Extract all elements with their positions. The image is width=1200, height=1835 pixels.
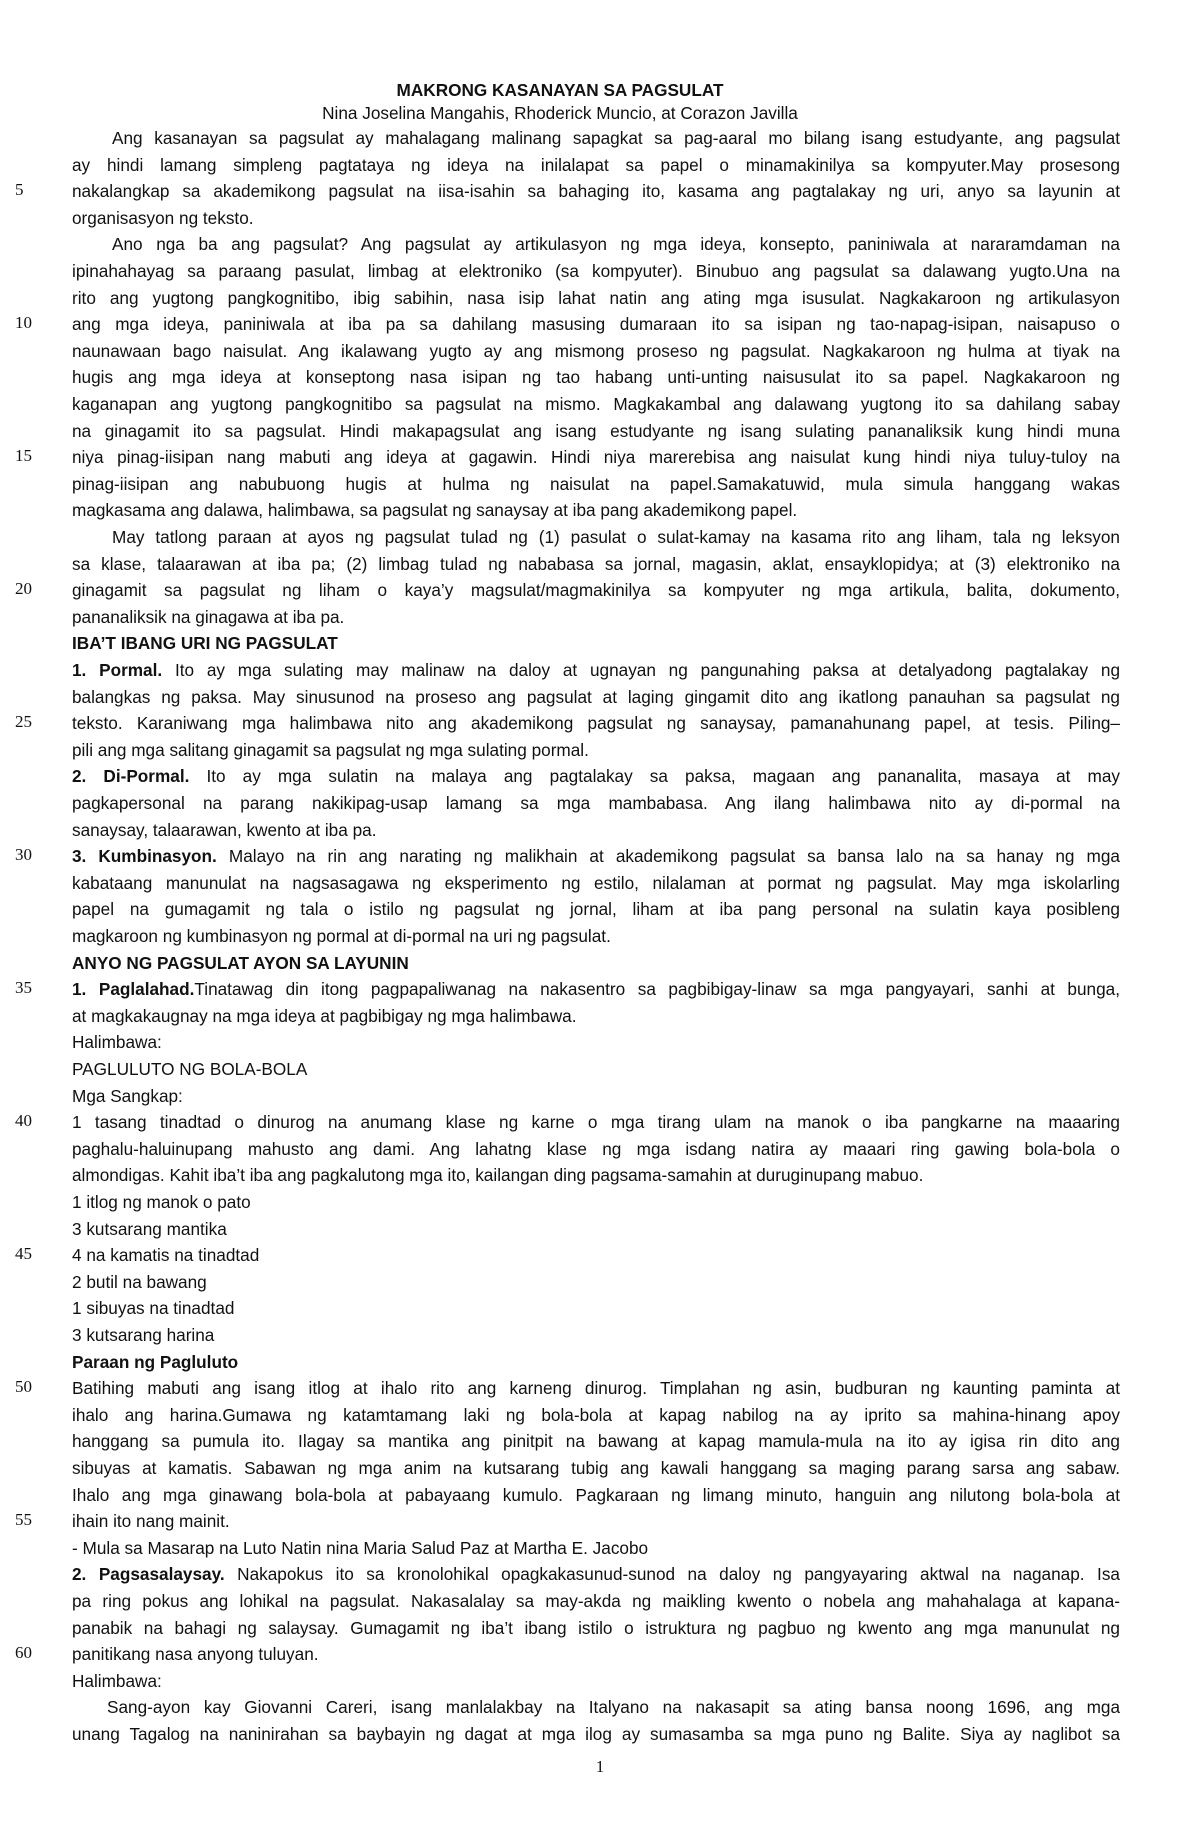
line-text: [72, 1029, 1120, 1056]
line-text: [72, 364, 1120, 391]
line-text: [72, 1561, 1120, 1588]
text-run: ginagamit sa pagsulat ng liham o kaya’y magsulat/magmakinilya sa kompyuter ng mga artikula, balita, dokumento,: [72, 580, 1120, 601]
line-text: [72, 843, 1120, 870]
text-run: sibuyas at kamatis. Sabawan ng mga anim na kutsarang tubig ang kawali hanggang sa maging parang sarsa ang sabaw.: [72, 1458, 1120, 1478]
text-run: PAGLULUTO NG BOLA-BOLA: [72, 1059, 308, 1079]
text-line: [0, 1295, 1120, 1322]
text-run: ihain ito nang mainit.: [72, 1511, 230, 1532]
bold-text: Paraan ng Pagluluto: [72, 1351, 239, 1372]
line-number: 60: [15, 1643, 32, 1663]
text-line: [0, 1349, 1120, 1376]
text-line: [0, 1455, 1120, 1482]
line-text: [72, 1402, 1120, 1429]
text-line: [0, 125, 1120, 152]
line-text: [72, 471, 1120, 498]
bold-text: IBA’T IBANG URI NG PAGSULAT: [72, 633, 338, 654]
line-text: [72, 657, 1120, 684]
text-run: Ito ay mga sulatin na malaya ang pagtalakay sa paksa, magaan ang pananalita, masaya at may: [189, 766, 1120, 787]
text-run: papel na gumagamit ng tala o istilo ng pagsulat ng jornal, liham at iba pang personal na sulatin kaya posibleng: [72, 899, 1120, 920]
text-line: [0, 1588, 1120, 1615]
text-run: ihalo ang harina.Gumawa ng katamtamang laki ng bola-bola at kapag nabilog na ay iprito sa mahina-hinang apoy: [72, 1404, 1120, 1425]
line-text: [72, 1269, 1120, 1296]
line-text: [72, 604, 1120, 631]
text-run: 3 kutsarang mantika: [72, 1218, 227, 1239]
document-authors-line: [0, 100, 1120, 127]
text-run: pananaliksik na ginagawa at iba pa.: [72, 606, 345, 627]
line-number: 30: [15, 845, 32, 865]
text-run: niya pinag-iisipan nang mabuti ang ideya at gagawin. Hindi niya marerebisa ang naisulat kung hindi niya tuluy-tuloy na: [72, 447, 1120, 468]
line-text: [72, 710, 1120, 737]
line-text: [72, 178, 1120, 205]
text-run: na ginagamit ito sa pagsulat. Hindi makapagsulat ang isang estudyante ng isang sulating pananaliksik kung hindi muna: [72, 420, 1120, 441]
text-line: [0, 657, 1120, 684]
text-run: Halimbawa:: [72, 1670, 162, 1691]
line-text: [72, 551, 1120, 578]
text-line: [0, 338, 1120, 365]
text-line: [0, 976, 1120, 1003]
line-number: 35: [15, 978, 32, 998]
line-text: [72, 976, 1120, 1003]
line-text: [72, 1162, 1120, 1189]
text-line: [0, 817, 1120, 844]
text-line: [0, 1109, 1120, 1136]
text-line: [0, 497, 1120, 524]
line-text: [72, 338, 1120, 365]
text-line: [0, 1003, 1120, 1030]
line-text: [107, 1694, 1120, 1721]
text-line: [0, 1402, 1120, 1429]
line-text: [72, 1508, 1120, 1535]
text-run: pa ring pokus ang lohikal na pagsulat. Nakasalalay sa may-akda ng maikling kwento o nobela ang mahahalaga at kapana-: [72, 1591, 1120, 1611]
line-text: [72, 205, 1120, 232]
line-text: [72, 1428, 1120, 1455]
text-line: [0, 471, 1120, 498]
line-number: 10: [15, 313, 32, 333]
text-run: at magkakaugnay na mga ideya at pagbibigay ng mga halimbawa.: [72, 1005, 577, 1026]
text-run: 4 na kamatis na tinadtad: [72, 1245, 260, 1266]
text-line: [0, 1269, 1120, 1296]
text-run: kaganapan ang yugtong pangkognitibo sa pagsulat na mismo. Magkakambal ang dalawang yugtong ito sa dahilang sabay: [72, 394, 1120, 414]
document-title: MAKRONG KASANAYAN SA PAGSULAT: [396, 80, 724, 100]
line-text: [72, 152, 1120, 179]
line-text: [72, 1721, 1120, 1748]
line-text: [72, 1375, 1120, 1402]
text-line: [0, 1162, 1120, 1189]
line-text: [72, 1322, 1120, 1349]
line-text: [112, 125, 1120, 152]
text-line: [0, 311, 1120, 338]
text-line: [0, 1029, 1120, 1056]
text-run: unang Tagalog na naninirahan sa baybayin ng dagat at mga ilog ay sumasamba sa mga puno ng Balite. Siya ay naglibot sa: [72, 1724, 1120, 1744]
text-line: [0, 870, 1120, 897]
line-text: [72, 1242, 1120, 1269]
text-run: kabataang manunulat na nagsasagawa ng eksperimento ng estilo, nilalaman at pormat ng pagsulat. May mga iskolarling: [72, 872, 1120, 893]
text-run: Ano nga ba ang pagsulat? Ang pagsulat ay artikulasyon ng mga ideya, konsepto, paniniwala at nararamdaman na: [112, 234, 1120, 255]
text-line: [0, 1615, 1120, 1642]
text-line: [0, 258, 1120, 285]
line-text: [72, 1482, 1120, 1509]
text-line: [0, 950, 1120, 977]
text-run: naunawaan bago naisulat. Ang ikalawang yugto ay ang mismong proseso ng pagsulat. Nagkakaroon ng hulma at tiyak na: [72, 340, 1120, 361]
line-text: [72, 391, 1120, 418]
document-authors: Nina Joselina Mangahis, Rhoderick Muncio, at Corazon Javilla: [322, 103, 798, 123]
text-line: [0, 843, 1120, 870]
text-run: pinag-iisipan ang nabubuong hugis at hulma ng naisulat na papel.Samakatuwid, mula simula hanggang wakas: [72, 473, 1120, 494]
bold-text: 2. Pagsasalaysay.: [72, 1564, 225, 1585]
text-line: [0, 418, 1120, 445]
text-line: [0, 285, 1120, 312]
text-line: [0, 1322, 1120, 1349]
text-run: Sang-ayon kay Giovanni Careri, isang manlalakbay na Italyano na nakasapit sa ating bansa noong 1696, ang mga: [107, 1697, 1120, 1718]
text-run: nakalangkap sa akademikong pagsulat na iisa-isahin sa bahaging ito, kasama ang pagtalakay ng uri, anyo sa layunin at: [72, 181, 1120, 202]
text-line: [0, 737, 1120, 764]
line-text: [72, 1136, 1120, 1163]
text-line: [0, 1056, 1120, 1083]
line-text: [72, 923, 1120, 950]
text-run: organisasyon ng teksto.: [72, 207, 254, 228]
bold-text: 2. Di-Pormal.: [72, 766, 190, 787]
line-text: [72, 1056, 1120, 1083]
line-text: [72, 630, 1120, 657]
text-run: - Mula sa Masarap na Luto Natin nina Maria Salud Paz at Martha E. Jacobo: [72, 1537, 649, 1558]
text-run: Ihalo ang mga ginawang bola-bola at pabayaang kumulo. Pagkaraan ng limang minuto, hanguin ang nilutong bola-bola at: [72, 1484, 1120, 1505]
text-run: ay hindi lamang simpleng pagtataya ng ideya na inilalapat sa papel o minamakinilya sa kompyuter.May prosesong: [72, 154, 1120, 175]
text-line: [0, 1428, 1120, 1455]
line-number: 50: [15, 1377, 32, 1397]
text-line: [0, 1535, 1120, 1562]
text-line: [0, 710, 1120, 737]
text-run: Tinatawag din itong pagpapaliwanag na nakasentro sa pagbibigay-linaw sa mga pangyayari, sanhi at bunga,: [194, 979, 1120, 1000]
line-number: 20: [15, 579, 32, 599]
line-text: [72, 1003, 1120, 1030]
text-run: panabik na bahagi ng salaysay. Gumagamit ng iba’t ibang istilo o istruktura ng pagbuo ng kwento ang mga manunulat ng: [72, 1617, 1120, 1638]
text-run: pili ang mga salitang ginagamit sa pagsulat ng mga sulating pormal.: [72, 739, 589, 760]
text-run: panitikang nasa anyong tuluyan.: [72, 1644, 319, 1665]
line-text: [72, 1641, 1120, 1668]
text-run: 2 butil na bawang: [72, 1271, 207, 1292]
line-text: [72, 763, 1120, 790]
text-line: [0, 630, 1120, 657]
text-line: [0, 684, 1120, 711]
line-text: [72, 1083, 1120, 1110]
text-run: balangkas ng paksa. May sinusunod na proseso ang pagsulat at laging gingamit dito ang ikatlong panauhan sa pagsulat ng: [72, 686, 1120, 707]
text-run: pagkapersonal na parang nakikipag-usap lamang sa mga mambabasa. Ang ilang halimbawa nito ay di-pormal na: [72, 793, 1120, 813]
line-text: [72, 1295, 1120, 1322]
line-text: [72, 1455, 1120, 1482]
text-line: [0, 152, 1120, 179]
text-line: [0, 524, 1120, 551]
line-text: [72, 1535, 1120, 1562]
text-line: [0, 1375, 1120, 1402]
line-number: 55: [15, 1510, 32, 1530]
text-run: Mga Sangkap:: [72, 1085, 183, 1106]
line-text: [72, 1615, 1120, 1642]
text-line: [0, 1668, 1120, 1695]
line-text: [72, 444, 1120, 471]
text-run: hanggang sa pumula ito. Ilagay sa mantika ang pinitpit na bawang at kapag mamula-mula na ito ay igisa rin dito ang: [72, 1431, 1120, 1452]
text-run: May tatlong paraan at ayos ng pagsulat tulad ng (1) pasulat o sulat-kamay na kasama rito ang liham, tala ng leksyon: [112, 527, 1120, 547]
bold-text: 1. Paglalahad.: [72, 979, 195, 1000]
text-run: Batihing mabuti ang isang itlog at ihalo rito ang karneng dinurog. Timplahan ng asin, budburan ng kaunting paminta at: [72, 1378, 1120, 1399]
text-line: [0, 551, 1120, 578]
text-run: 1 sibuyas na tinadtad: [72, 1298, 235, 1319]
text-line: [0, 1136, 1120, 1163]
text-line: [0, 1561, 1120, 1588]
bold-text: 3. Kumbinasyon.: [72, 846, 217, 867]
text-run: rito ang yugtong pangkognitibo, ibig sabihin, nasa isip lahat natin ang ating mga isusulat. Nagkakaroon ng artikulasyon: [72, 287, 1120, 308]
line-text: [72, 497, 1120, 524]
line-text: [72, 817, 1120, 844]
text-line: [0, 444, 1120, 471]
line-text: [72, 790, 1120, 817]
text-line: [0, 1641, 1120, 1668]
text-line: [0, 1242, 1120, 1269]
line-text: [112, 524, 1120, 551]
line-text: [72, 870, 1120, 897]
text-line: [0, 604, 1120, 631]
text-run: teksto. Karaniwang mga halimbawa nito ang akademikong pagsulat ng sanaysay, pamanahunang papel, at tesis. Piling–: [72, 713, 1120, 734]
text-line: [0, 1189, 1120, 1216]
line-text: [72, 577, 1120, 604]
text-line: [0, 1482, 1120, 1509]
text-line: [0, 205, 1120, 232]
page-number: 1: [595, 1757, 605, 1776]
text-run: Nakapokus ito sa kronolohikal opagkakasunud-sunod na daloy ng pangyayaring aktwal na naganap. Isa: [224, 1564, 1120, 1585]
line-text: [72, 418, 1120, 445]
line-text: [72, 737, 1120, 764]
line-number: 45: [15, 1244, 32, 1264]
line-text: [72, 1109, 1120, 1136]
line-text: [72, 896, 1120, 923]
line-text: [72, 950, 1120, 977]
text-run: ipinahahayag sa paraang pasulat, limbag at elektroniko (sa kompyuter). Binubuo ang pagsulat sa dalawang yugto.Una na: [72, 261, 1120, 281]
text-run: ang mga ideya, paniniwala at iba pa sa dahilang masusing dumaraan ito sa isipan ng tao-napag-isipan, naisapuso o: [72, 314, 1120, 335]
text-run: sa klase, talaarawan at iba pa; (2) limbag tulad ng nababasa sa jornal, magasin, aklat, ensayklopidya; at (3) elektroniko na: [72, 553, 1120, 574]
line-text: [72, 1216, 1120, 1243]
text-line: [0, 1694, 1120, 1721]
line-text: [72, 1349, 1120, 1376]
text-line: [0, 790, 1120, 817]
line-text: [72, 684, 1120, 711]
text-run: paghalu-haluinupang mahusto ang dami. Ang lahatng klase ng mga isdang natira ay maaari ring gawing bola-bola o: [72, 1138, 1120, 1159]
text-line: [0, 364, 1120, 391]
line-text: [72, 258, 1120, 285]
text-run: magkaroon ng kumbinasyon ng pormal at di-pormal na uri ng pagsulat.: [72, 926, 611, 946]
text-run: Ito ay mga sulating may malinaw na daloy at ugnayan ng pangunahing paksa at detalyadong pagtalakay ng: [162, 660, 1120, 680]
text-run: 3 kutsarang harina: [72, 1325, 215, 1345]
text-line: [0, 1216, 1120, 1243]
text-run: 1 itlog ng manok o pato: [72, 1192, 251, 1212]
text-line: [0, 391, 1120, 418]
line-number: 25: [15, 712, 32, 732]
text-line: [0, 577, 1120, 604]
line-number: 15: [15, 446, 32, 466]
text-run: sanaysay, talaarawan, kwento at iba pa.: [72, 819, 377, 840]
text-run: Halimbawa:: [72, 1032, 162, 1053]
text-line: [0, 1721, 1120, 1748]
line-text: [72, 1588, 1120, 1615]
text-run: almondigas. Kahit iba’t iba ang pagkalutong mga ito, kailangan ding pagsama-samahin at duruginupang mabuo.: [72, 1165, 924, 1186]
bold-text: ANYO NG PAGSULAT AYON SA LAYUNIN: [72, 952, 409, 973]
text-line: [0, 231, 1120, 258]
bold-text: 1. Pormal.: [72, 660, 163, 680]
text-line: [0, 763, 1120, 790]
line-text: [72, 285, 1120, 312]
text-line: [0, 1508, 1120, 1535]
line-text: [112, 231, 1120, 258]
text-run: magkasama ang dalawa, halimbawa, sa pagsulat ng sanaysay at iba pang akademikong papel.: [72, 500, 798, 521]
text-line: [0, 178, 1120, 205]
text-run: Ang kasanayan sa pagsulat ay mahalagang malinang sapagkat sa pag-aaral mo bilang isang estudyante, ang pagsulat: [112, 128, 1120, 148]
text-line: [0, 1083, 1120, 1110]
line-text: [72, 311, 1120, 338]
text-run: Malayo na rin ang narating ng malikhain at akademikong pagsulat sa bansa lalo na sa hanay ng mga: [216, 846, 1120, 867]
line-number: 5: [15, 180, 24, 200]
text-line: [0, 896, 1120, 923]
text-run: 1 tasang tinadtad o dinurog na anumang klase ng karne o mga tirang ulam na manok o iba pangkarne na maaaring: [72, 1112, 1120, 1133]
line-text: [72, 1189, 1120, 1216]
text-line: [0, 923, 1120, 950]
line-number: 40: [15, 1111, 32, 1131]
line-text: [72, 1668, 1120, 1695]
text-run: hugis ang mga ideya at konseptong nasa isipan ng tao habang unti-unting naisusulat ito sa papel. Nagkakaroon ng: [72, 367, 1120, 388]
